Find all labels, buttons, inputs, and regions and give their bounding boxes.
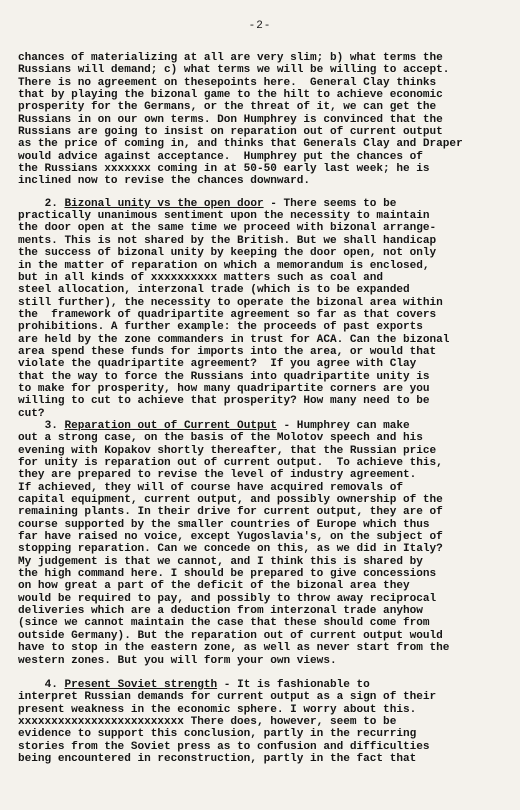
text-line: If achieved, they will of course have acquired removals of — [18, 481, 403, 494]
text-line: in the matter of reparation on which a memorandum is enclosed, — [18, 259, 430, 272]
text-line: for unity is reparation out of current output. To achieve this, — [18, 457, 443, 469]
text-line: the door open at the same time we proceed with bizonal arrange- — [18, 222, 437, 235]
page-number: -2- — [248, 20, 272, 32]
text-line: remaining plants. In their drive for current output, they are of — [18, 506, 443, 519]
text-line: as the price of coming in, and thinks that Generals Clay and Draper — [18, 138, 463, 151]
section-3-lines — [18, 432, 504, 667]
text-line: xxxxxxxxxxxxxxxxxxxxxxxxx There does, however, seem to be — [18, 715, 397, 728]
section-2-lines — [18, 210, 504, 420]
text-line: being encountered in reconstruction, partly in the fact that — [18, 752, 417, 765]
text-line: inclined now to revise the chances downward. — [18, 175, 311, 188]
text-line: There is no agreement on thesepoints here. General Clay thinks — [18, 76, 437, 89]
text-line: far have raised no voice, except Yugoslavia's, on the subject of — [18, 531, 443, 544]
text-line: outside Germany). But the reparation out of current output would — [18, 629, 443, 642]
section-4-number: 4. — [44, 678, 58, 691]
text-line: deliveries which are a deduction from interzonal trade anyhow — [18, 605, 423, 618]
text-line: cut? — [18, 407, 45, 420]
text-line: the high command here. I should be prepared to give concessions — [18, 568, 437, 581]
section-2 — [18, 198, 504, 420]
text-line: are held by the zone commanders in trust for ACA. Can the bizonal — [18, 333, 450, 346]
text-line: area spend these funds for imports into the area, or would that — [18, 345, 437, 358]
section-2-number: 2. — [44, 197, 58, 210]
text-line: the framework of quadripartite agreement so far as that covers — [18, 308, 437, 321]
text-line: the success of bizonal unity by keeping the door open, not only — [18, 247, 437, 260]
section-4-first-line — [18, 679, 504, 691]
section-3-number: 3. — [44, 419, 58, 432]
text-line: to make for prosperity, how many quadripartite corners are you — [18, 382, 430, 395]
text-line: (since we cannot maintain the case that these should come from — [18, 617, 430, 630]
text-line: evening with Kopakov shortly thereafter, that the Russian price — [18, 444, 437, 457]
text-line: have to stop in the eastern zone, as well as never start from the — [18, 642, 450, 655]
text-line: My judgement is that we cannot, and I think this is shared by — [18, 555, 423, 568]
section-3 — [18, 420, 504, 667]
paragraph-gap — [18, 188, 504, 198]
text-line: steel allocation, interzonal trade (which is to be expanded — [18, 284, 410, 297]
section-4-first-line-rest: - It is fashionable to — [217, 678, 370, 691]
document-body — [18, 52, 504, 765]
section-4-heading: Present Soviet strength — [64, 678, 218, 691]
section-4 — [18, 679, 504, 765]
text-line: capital equipment, current output, and possibly ownership of the — [18, 494, 443, 507]
text-line: still further), the necessity to operate the bizonal area within — [18, 296, 443, 309]
text-line: Russians are going to insist on reparation out of current output — [18, 126, 443, 139]
text-line: prosperity for the Germans, or the threat of it, we can get the — [18, 101, 437, 114]
section-3-heading: Reparation out of Current Output — [64, 419, 277, 432]
text-line: that by playing the bizonal game to the hilt to achieve economic — [18, 89, 443, 102]
text-line: on how great a part of the deficit of the bizonal area they — [18, 580, 410, 593]
text-line: they are prepared to revise the level of industry agreement. — [18, 469, 417, 482]
text-line: that the way to force the Russians into quadripartite unity is — [18, 370, 430, 383]
text-line: out a strong case, on the basis of the Molotov speech and his — [18, 432, 423, 445]
text-line: would advice against acceptance. Humphrey put the chances of — [18, 150, 423, 163]
text-line: course supported by the smaller countries of Europe which thus — [18, 518, 430, 531]
section-3-first-line-rest: - Humphrey can make — [276, 419, 410, 432]
text-line: violate the quadripartite agreement? If you agree with Clay — [18, 358, 417, 371]
text-line: would be required to pay, and possibly to throw away reciprocal — [18, 592, 437, 605]
text-line: interpret Russian demands for current output as a sign of their — [18, 691, 437, 704]
text-line: western zones. But you will form your own views. — [18, 654, 337, 667]
text-line: stopping reparation. Can we concede on this, as we did in Italy? — [18, 543, 443, 556]
paragraph-gap — [18, 667, 504, 679]
text-line: the Russians xxxxxxx coming in at 50-50 early last week; he is — [18, 163, 430, 176]
section-4-lines — [18, 691, 504, 765]
text-line: practically unanimous sentiment upon the necessity to maintain — [18, 210, 430, 223]
text-line: willing to cut to achieve that prosperity? How many need to be — [18, 395, 430, 408]
section-2-heading: Bizonal unity vs the open door — [64, 197, 264, 210]
text-line: evidence to support this conclusion, partly in the recurring — [18, 728, 417, 741]
text-line: Russians will demand; c) what terms we will be willing to accept. — [18, 64, 450, 77]
text-line: stories from the Soviet press as to confusion and difficulties — [18, 740, 430, 753]
text-line: ments. This is not shared by the British. But we shall handicap — [18, 234, 437, 247]
paragraph-1 — [18, 52, 504, 188]
text-line: chances of materializing at all are very slim; b) what terms the — [18, 52, 443, 64]
section-2-first-line — [18, 198, 504, 210]
section-3-first-line — [18, 420, 504, 432]
text-line: but in all kinds of xxxxxxxxxx matters such as coal and — [18, 271, 384, 284]
section-2-first-line-rest: - There seems to be — [263, 197, 397, 210]
text-line: Russians in on our own terms. Don Humphrey is convinced that the — [18, 113, 443, 126]
text-line: present weakness in the economic sphere. I worry about this. — [18, 703, 417, 716]
text-line: prohibitions. A further example: the proceeds of past exports — [18, 321, 423, 334]
